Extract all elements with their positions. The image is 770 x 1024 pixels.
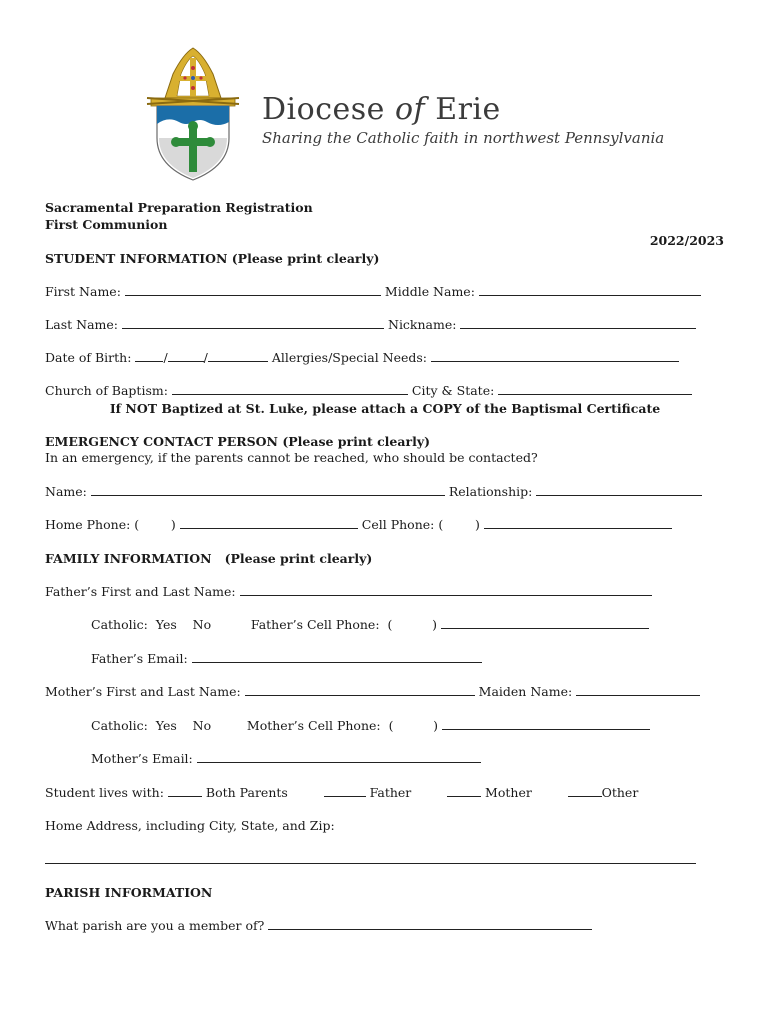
home-phone-field[interactable] <box>180 517 358 529</box>
first-name-field[interactable] <box>125 284 381 296</box>
dob-day-field[interactable] <box>168 350 204 362</box>
parish-field[interactable] <box>268 918 592 930</box>
mother-name-field[interactable] <box>245 684 475 696</box>
mother-field[interactable] <box>447 785 481 797</box>
emergency-name-row: Name: Relationship: <box>45 484 702 500</box>
baptism-row: Church of Baptism: City & State: <box>45 383 692 399</box>
emergency-phone-row: Home Phone: ( ) Cell Phone: ( ) <box>45 517 672 533</box>
mother-cell-field[interactable] <box>442 718 650 730</box>
father-email-field[interactable] <box>192 651 482 663</box>
mother-email-field[interactable] <box>197 751 481 763</box>
address-row <box>45 852 696 868</box>
father-catholic-row: Catholic: Yes No Father’s Cell Phone: ( ) <box>91 617 649 633</box>
parish-row: What parish are you a member of? <box>45 918 592 934</box>
form-title: Sacramental Preparation Registration <box>45 200 313 215</box>
dob-row: Date of Birth: / / Allergies/Special Needs: <box>45 350 679 366</box>
school-year: 2022/2023 <box>649 233 724 248</box>
cell-phone-field[interactable] <box>484 517 672 529</box>
father-field[interactable] <box>324 785 366 797</box>
parish-section-heading: PARISH INFORMATION <box>45 885 213 900</box>
maiden-name-field[interactable] <box>576 684 700 696</box>
home-address-field[interactable] <box>45 852 696 864</box>
lives-with-row: Student lives with: Both Parents Father Mother Other <box>45 785 639 800</box>
address-label: Home Address, including City, State, and Zip: <box>45 818 335 833</box>
father-name-row: Father’s First and Last Name: <box>45 584 652 600</box>
mother-catholic-yes[interactable]: Yes <box>155 718 177 733</box>
middle-name-field[interactable] <box>479 284 701 296</box>
emergency-name-field[interactable] <box>91 484 445 496</box>
mother-catholic-no[interactable]: No <box>192 718 212 733</box>
student-section-heading: STUDENT INFORMATION (Please print clearly) <box>45 251 380 266</box>
both-parents-field[interactable] <box>168 785 202 797</box>
last-name-field[interactable] <box>122 317 384 329</box>
baptism-note: If NOT Baptized at St. Luke, please attach a COPY of the Baptismal Certificate <box>109 401 661 416</box>
emergency-section-heading: EMERGENCY CONTACT PERSON (Please print clearly) <box>45 434 430 449</box>
father-catholic-yes[interactable]: Yes <box>155 617 177 632</box>
mother-catholic-row: Catholic: Yes No Mother’s Cell Phone: ( ) <box>91 718 650 734</box>
other-field[interactable] <box>568 785 602 797</box>
family-section-heading: FAMILY INFORMATION (Please print clearly) <box>45 551 373 566</box>
father-catholic-no[interactable]: No <box>192 617 212 632</box>
emergency-intro: In an emergency, if the parents cannot be reached, who should be contacted? <box>45 450 538 465</box>
relationship-field[interactable] <box>536 484 702 496</box>
allergies-field[interactable] <box>431 350 679 362</box>
diocese-crest-logo <box>143 46 243 182</box>
father-name-field[interactable] <box>240 584 652 596</box>
form-subtitle: First Communion <box>45 217 168 232</box>
dob-month-field[interactable] <box>135 350 163 362</box>
city-state-field[interactable] <box>498 383 692 395</box>
dob-year-field[interactable] <box>208 350 268 362</box>
mother-email-row: Mother’s Email: <box>91 751 481 767</box>
brand-block <box>262 92 664 147</box>
father-email-row: Father’s Email: <box>91 651 482 667</box>
mother-name-row: Mother’s First and Last Name: Maiden Name: <box>45 684 700 700</box>
organization-name: Diocese of Erie <box>262 92 501 127</box>
father-cell-field[interactable] <box>441 617 649 629</box>
organization-tagline: Sharing the Catholic faith in northwest Pennsylvania <box>262 129 665 147</box>
first-name-row: First Name: Middle Name: <box>45 284 701 300</box>
last-name-row: Last Name: Nickname: <box>45 317 696 333</box>
church-of-baptism-field[interactable] <box>172 383 408 395</box>
nickname-field[interactable] <box>460 317 696 329</box>
